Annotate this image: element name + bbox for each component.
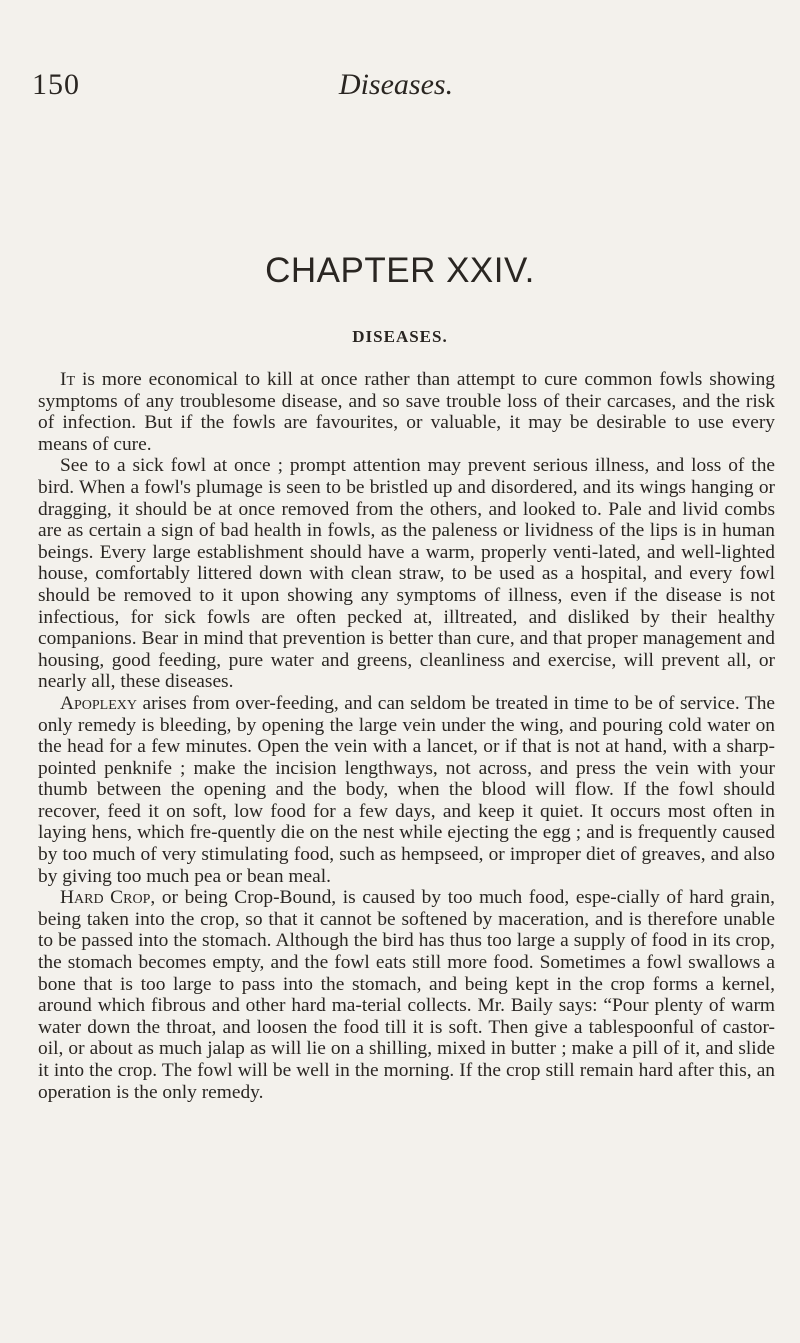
- paragraph-apoplexy: [38, 693, 775, 887]
- lead-word: It: [60, 369, 76, 390]
- section-heading: DISEASES.: [352, 327, 448, 347]
- term-hard-crop: Hard Crop,: [60, 887, 156, 909]
- term-apoplexy: Apoplexy: [60, 692, 138, 714]
- paragraph-text: is more economical to kill at once rather than attempt to cure common fowls showing symptoms of any troublesome disease, and so save trouble loss of their carcases, and the risk of infection. But if the fowls are favourites, or valuable, it may be desirable to use every means of cure.: [38, 369, 775, 455]
- page-number: 150: [32, 68, 80, 101]
- paragraph-text: or being Crop-Bound, is caused by too much food, espe-cially of hard grain, being taken into the crop, so that it cannot be softened by maceration, and is therefore unable to be passed into the stomach. Although the bird has thus too large a supply of food in its crop, the stomach becomes empty, and the fowl eats still more food. Sometimes a fowl swallows a bone that is too large to pass into the stomach, and being kept in the crop forms a kernel, around which fibrous and other hard ma-terial collects. Mr. Baily says: “Pour plenty of warm water down the throat, and loosen the food till it is soft. Then give a tablespoonful of castor-oil, or about as much jalap as will lie on a shilling, mixed in butter ; make a pill of it, and slide it into the crop. The fowl will be well in the morning. If the crop still remain hard after this, an operation is the only remedy.: [38, 887, 775, 1103]
- paragraph-intro: [38, 369, 775, 455]
- body-text: [38, 369, 775, 1103]
- paragraph-text: arises from over-feeding, and can seldom be treated in time to be of service. The only remedy is bleeding, by opening the large vein under the wing, and pouring cold water on the head for a few minutes. Open the vein with a lancet, or if that is not at hand, with a sharp-pointed penknife ; make the incision lengthways, not across, and press the vein with your thumb between the opening and the body, when the blood will flow. If the fowl should recover, feed it on soft, low food for a few days, and keep it quiet. It occurs most often in laying hens, which fre-quently die on the nest while ejecting the egg ; and is frequently caused by too much of very stimulating food, such as hempseed, or improper diet of greaves, and also by giving too much pea or bean meal.: [38, 692, 775, 887]
- paragraph-hard-crop: [38, 887, 775, 1103]
- paragraph-sick-fowl: [38, 455, 775, 693]
- chapter-heading: CHAPTER XXIV.: [265, 251, 535, 291]
- paragraph-text: See to a sick fowl at once ; prompt attention may prevent serious illness, and loss of the bird. When a fowl's plumage is seen to be bristled up and disordered, and its wings hanging or dragging, it should be at once removed from the others, and looked to. Pale and livid combs are as certain a sign of bad health in fowls, as the paleness or lividness of the lips is in human beings. Every large establishment should have a warm, properly venti-lated, and well-lighted house, comfortably littered down with clean straw, to be used as a hospital, and every fowl should be removed to it upon showing any symptoms of illness, even if the disease is not infectious, for sick fowls are often pecked at, illtreated, and disliked by their healthy companions. Bear in mind that prevention is better than cure, and that proper management and housing, good feeding, pure water and greens, cleanliness and exercise, will prevent all, or nearly all, these diseases.: [38, 455, 775, 693]
- running-head: [32, 68, 760, 108]
- running-title: Diseases.: [338, 68, 454, 101]
